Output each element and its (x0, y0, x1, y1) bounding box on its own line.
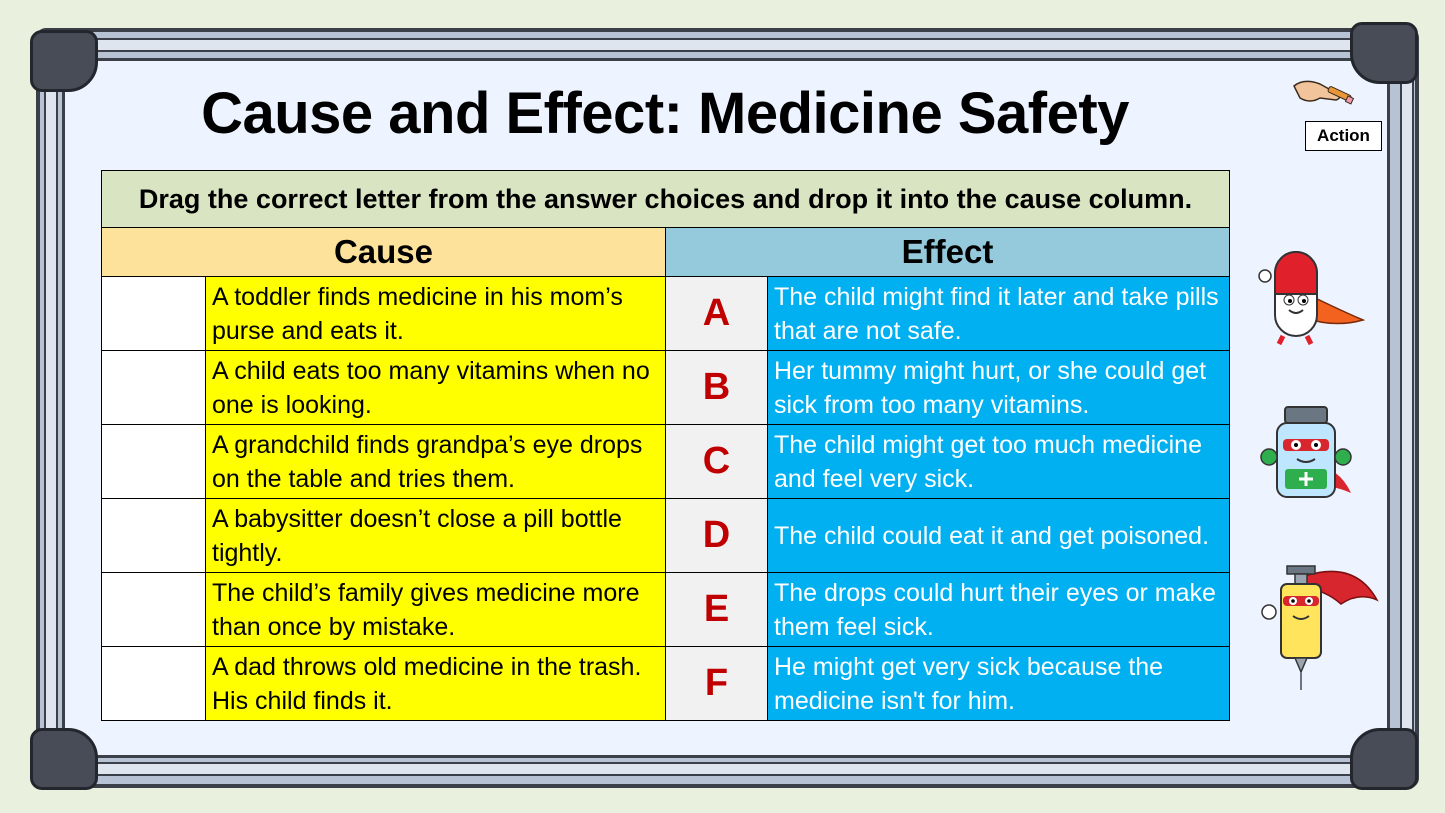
frame-rail-right (1400, 60, 1414, 760)
table-row (102, 499, 1230, 573)
drop-zone[interactable] (102, 499, 206, 573)
table-row (102, 573, 1230, 647)
pill-superhero-icon (1255, 248, 1365, 348)
answer-letter[interactable]: B (666, 351, 768, 425)
drop-zone[interactable] (102, 573, 206, 647)
effect-cell: The child could eat it and get poisoned. (768, 499, 1230, 573)
effect-cell: The child might find it later and take pills that are not safe. (768, 277, 1230, 351)
cause-cell: A babysitter doesn’t close a pill bottle tightly. (206, 499, 666, 573)
cause-cell: The child’s family gives medicine more than once by mistake. (206, 573, 666, 647)
drop-zone[interactable] (102, 277, 206, 351)
table-row (102, 647, 1230, 721)
hand-pencil-icon (1290, 72, 1360, 122)
effect-header: Effect (666, 228, 1230, 277)
cause-cell: A child eats too many vitamins when no one is looking. (206, 351, 666, 425)
frame-corner-bottom-left (30, 728, 98, 790)
answer-letter[interactable]: C (666, 425, 768, 499)
drop-zone[interactable] (102, 351, 206, 425)
table-row (102, 425, 1230, 499)
frame-rail-top (60, 38, 1390, 52)
medicine-bottle-superhero-icon (1255, 405, 1355, 505)
answer-letter[interactable]: D (666, 499, 768, 573)
cause-effect-table (101, 170, 1230, 721)
cause-cell: A grandchild finds grandpa’s eye drops on the table and tries them. (206, 425, 666, 499)
drop-zone[interactable] (102, 425, 206, 499)
frame-corner-top-left (30, 30, 98, 92)
answer-letter[interactable]: F (666, 647, 768, 721)
effect-cell: Her tummy might hurt, or she could get sick from too many vitamins. (768, 351, 1230, 425)
frame-rail-bottom (60, 762, 1390, 776)
cause-cell: A dad throws old medicine in the trash. His child finds it. (206, 647, 666, 721)
effect-cell: The drops could hurt their eyes or make them feel sick. (768, 573, 1230, 647)
cause-cell: A toddler finds medicine in his mom’s purse and eats it. (206, 277, 666, 351)
frame-corner-bottom-right (1350, 728, 1418, 790)
instruction-text: Drag the correct letter from the answer choices and drop it into the cause column. (102, 171, 1230, 228)
effect-cell: He might get very sick because the medicine isn't for him. (768, 647, 1230, 721)
effect-cell: The child might get too much medicine and feel very sick. (768, 425, 1230, 499)
answer-letter[interactable]: E (666, 573, 768, 647)
action-button[interactable]: Action (1305, 121, 1382, 151)
page-title: Cause and Effect: Medicine Safety (201, 81, 1129, 146)
answer-letter[interactable]: A (666, 277, 768, 351)
drop-zone[interactable] (102, 647, 206, 721)
table-row (102, 351, 1230, 425)
cause-header: Cause (102, 228, 666, 277)
frame-corner-top-right (1350, 22, 1418, 84)
table-row (102, 277, 1230, 351)
frame-rail-left (44, 60, 58, 760)
syringe-superhero-icon (1255, 560, 1380, 692)
